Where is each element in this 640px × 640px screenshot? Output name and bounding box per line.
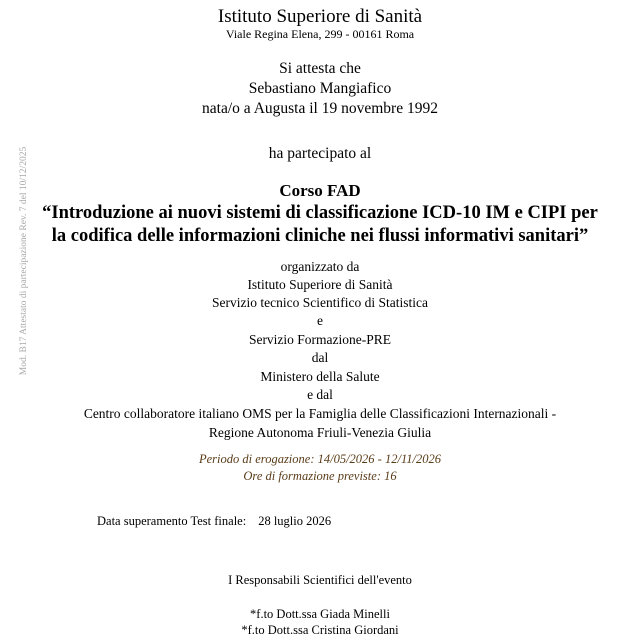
final-test-line [97,514,331,529]
training-hours: Ore di formazione previste: 16 [243,469,397,483]
organizer-line: e [317,313,323,328]
organizer-line: Servizio tecnico Scientifico di Statistica [212,295,428,310]
course-type: Corso FAD [279,181,361,200]
organizer-line: Ministero della Salute [260,369,380,384]
attestation-intro: Si attesta che [279,60,361,77]
responsabili-heading: I Responsabili Scientifici dell'evento [228,573,412,587]
organizer-line: Centro collaboratore italiano OMS per la Famiglia delle Classificazioni Internazionali - [83,406,557,421]
delivery-period: Periodo di erogazione: 14/05/2026 - 12/11/2026 [199,452,441,466]
responsabile-name: *f.to Dott.ssa Giada Minelli [250,607,390,621]
organizer-line: Regione Autonoma Friuli-Venezia Giulia [208,425,432,440]
organizer-line: organizzato da [280,259,360,274]
organizer-line: Istituto Superiore di Sanità [247,277,393,292]
final-test-date: 28 luglio 2026 [258,514,332,528]
course-title-line-1: “Introduzione ai nuovi sistemi di classificazione ICD-10 IM e CIPI per [42,203,598,223]
institution-address: Viale Regina Elena, 299 - 00161 Roma [225,27,415,41]
participation-statement: ha partecipato al [268,145,372,162]
course-title-line-2: la codifica delle informazioni cliniche nei flussi informativi sanitari” [51,226,589,246]
organizer-line: Servizio Formazione-PRE [248,332,392,347]
institution-name: Istituto Superiore di Sanità [217,6,423,27]
responsabile-name: *f.to Dott.ssa Cristina Giordani [241,623,399,637]
participant-birth: nata/o a Augusta il 19 novembre 1992 [202,100,438,117]
document-revision-text: Mod. B17 Attestato di partecipazione Rev. 7 del 10/12/2025 [19,146,29,376]
organizer-line: dal [311,350,329,365]
participant-name: Sebastiano Mangiafico [248,80,392,97]
organizer-line: e dal [307,387,333,402]
final-test-label: Data superamento Test finale: [97,514,247,528]
